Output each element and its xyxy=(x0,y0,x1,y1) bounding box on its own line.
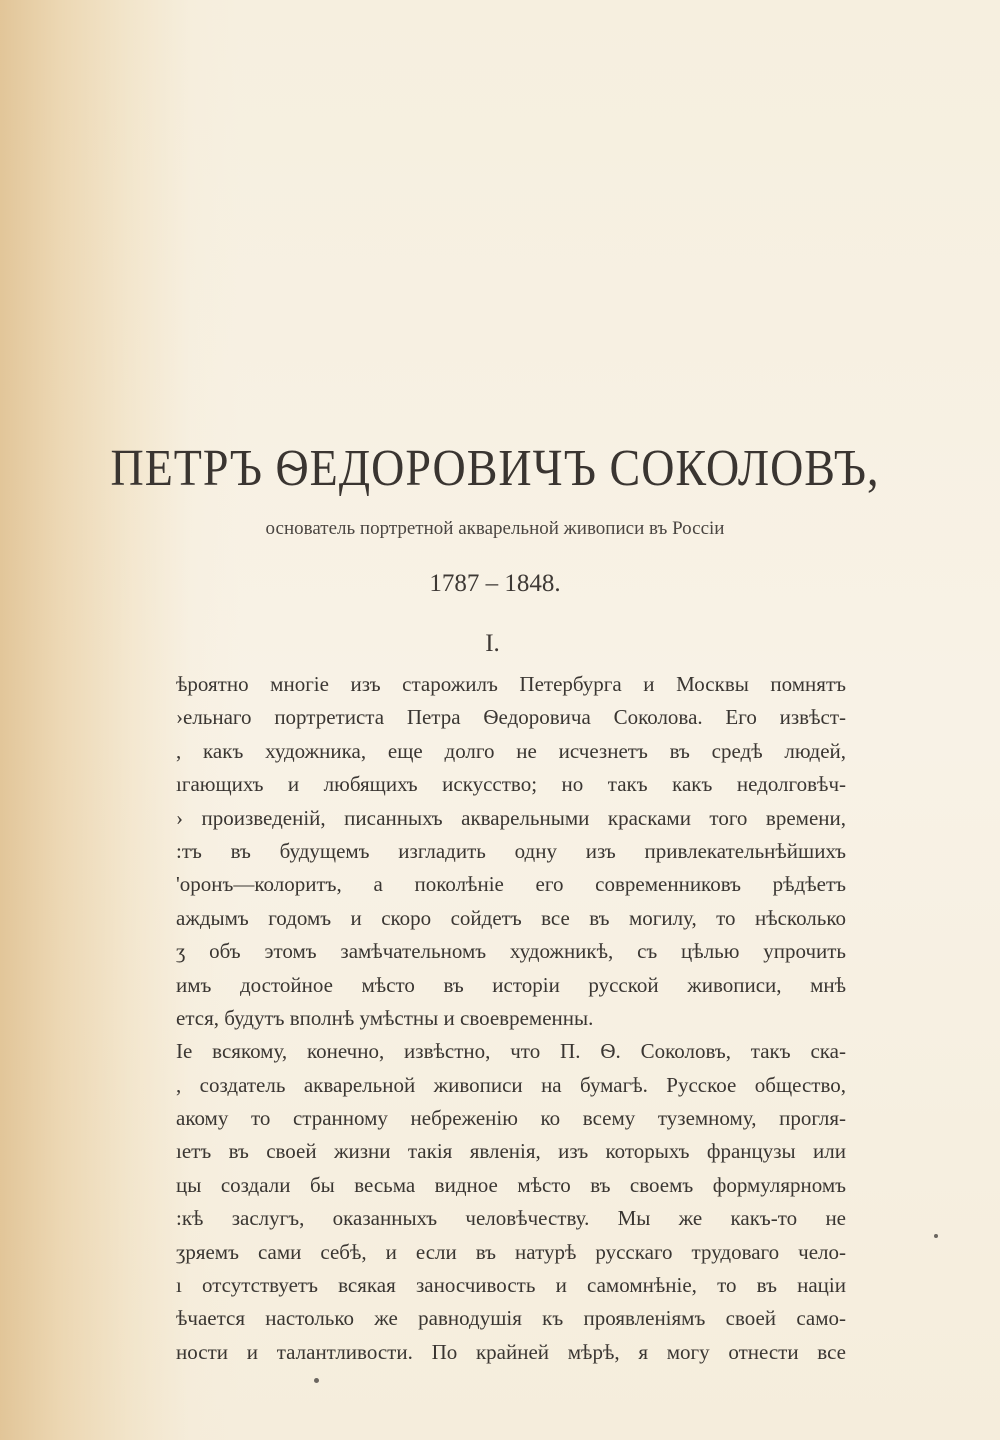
text-line: :тъ въ будущемъ изгладить одну изъ привлекательнѣйшихъ xyxy=(176,838,846,863)
text-line: , создатель акварельной живописи на бумагѣ. Русское общество, xyxy=(176,1072,846,1097)
text-line: › произведеній, писанныхъ акварельными красками того времени, xyxy=(176,805,846,830)
text-line: ʒ объ этомъ замѣчательномъ художникѣ, съ цѣлью упрочить xyxy=(176,939,846,964)
text-line: ѣроятно многіе изъ старожилъ Петербурга и Москвы помнятъ xyxy=(176,672,846,696)
text-line: :кѣ заслугъ, оказанныхъ человѣчеству. Мы же какъ-то не xyxy=(176,1206,846,1231)
text-line: акому то странному небреженію ко всему туземному, прогля- xyxy=(176,1106,846,1131)
text-line: 'оронъ—колоритъ, а поколѣніе его современниковъ рѣдѣетъ xyxy=(176,872,846,897)
text-line: имъ достойное мѣсто въ исторіи русской живописи, мнѣ xyxy=(176,972,846,997)
text-line: ıгающихъ и любящихъ искусство; но такъ какъ недолговѣч- xyxy=(176,772,846,797)
text-line: ʒряемъ сами себѣ, и если въ натурѣ русскаго трудоваго чело- xyxy=(176,1239,846,1264)
text-line: ѣчается настолько же равнодушія къ проявленіямъ своей само- xyxy=(176,1306,846,1331)
section-number: I. xyxy=(485,630,500,657)
text-line: Iе всякому, конечно, извѣстно, что П. Ѳ. Соколовъ, такъ ска- xyxy=(176,1039,846,1064)
text-line: ıетъ въ своей жизни такія явленія, изъ которыхъ французы или xyxy=(176,1139,846,1164)
text-line: ›ельнаго портретиста Петра Ѳедоровича Соколова. Его извѣст- xyxy=(176,705,846,730)
text-line: цы создали бы весьма видное мѣсто въ своемъ формулярномъ xyxy=(176,1172,846,1197)
ink-speck xyxy=(934,1234,938,1238)
life-years: 1787 – 1848. xyxy=(429,570,561,597)
article-title: ПЕТРЪ ѲЕДОРОВИЧЪ СОКОЛОВЪ, xyxy=(110,439,880,497)
text-line: аждымъ годомъ и скоро сойдетъ все въ могилу, то нѣсколько xyxy=(176,905,846,930)
body-text xyxy=(176,668,846,1369)
text-line: ı отсутствуетъ всякая заносчивость и самомнѣніе, то въ націи xyxy=(176,1273,846,1298)
article-subtitle: основатель портретной акварельной живописи въ Россіи xyxy=(265,518,725,539)
ink-speck xyxy=(314,1378,319,1383)
text-line: , какъ художника, еще долго не исчезнетъ въ средѣ людей, xyxy=(176,738,846,763)
text-line: ется, будутъ вполнѣ умѣстны и своевременны. xyxy=(176,1005,594,1030)
text-line: ности и талантливости. По крайней мѣрѣ, я могу отнести все xyxy=(176,1339,846,1364)
